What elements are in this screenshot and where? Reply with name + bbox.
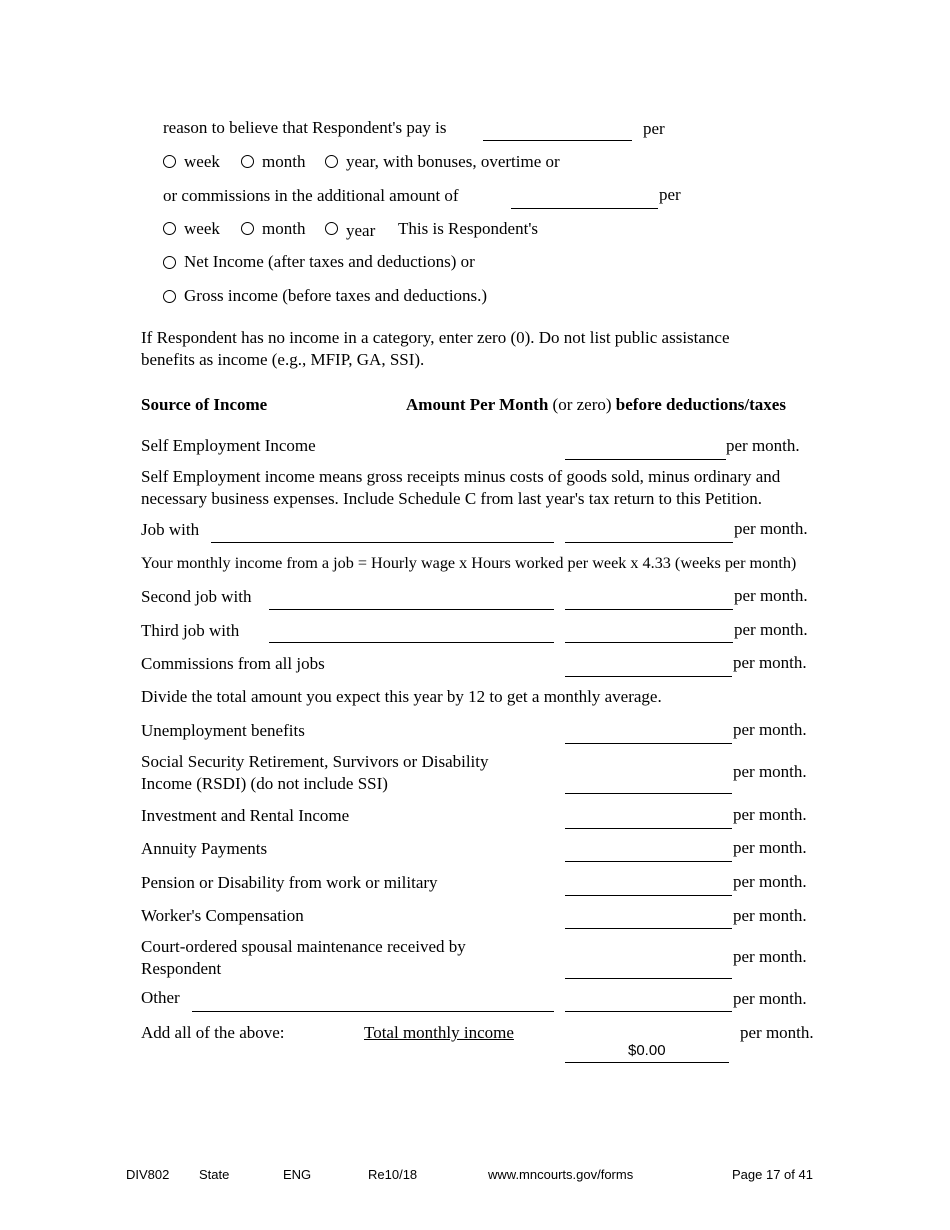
total-amount-value: $0.00 (628, 1042, 666, 1059)
additional-year-label: year (346, 221, 376, 240)
self-employment-amount-field[interactable] (565, 439, 726, 460)
footer-form-id: DIV802 (126, 1167, 170, 1182)
per-month-workers-comp: per month. (733, 906, 807, 925)
gross-income-radio[interactable] (163, 290, 176, 303)
self-employment-note-2: necessary business expenses. Include Schedule C from last year's tax return to this Petition. (141, 489, 763, 508)
commissions-line-text: or commissions in the additional amount of (163, 186, 459, 205)
pension-amount-field[interactable] (565, 875, 732, 896)
per-month-third-job: per month. (734, 620, 808, 639)
additional-month-label: month (262, 219, 306, 238)
spousal-label-2: Respondent (141, 959, 222, 978)
investment-amount-field[interactable] (565, 808, 732, 829)
per-month-spousal: per month. (733, 947, 807, 966)
net-income-radio[interactable] (163, 256, 176, 269)
pay-year-label: year, with bonuses, overtime or (346, 152, 560, 171)
footer-page-number: Page 17 of 41 (732, 1167, 813, 1182)
per-month-unemployment: per month. (733, 720, 807, 739)
spousal-amount-field[interactable] (565, 958, 732, 979)
pay-month-radio[interactable] (241, 155, 254, 168)
commissions-label: Commissions from all jobs (141, 654, 325, 673)
job-amount-field[interactable] (565, 522, 733, 543)
footer-revision: Re10/18 (368, 1167, 418, 1182)
net-income-label: Net Income (after taxes and deductions) or (184, 252, 475, 271)
instruction-line-1: If Respondent has no income in a category, enter zero (0). Do not list public assistance (141, 328, 730, 347)
annuity-amount-field[interactable] (565, 841, 732, 862)
second-job-label: Second job with (141, 587, 252, 606)
amount-header (406, 395, 786, 415)
additional-week-label: week (184, 219, 220, 238)
amount-per-month-bold: Amount Per Month (406, 395, 549, 414)
footer-state: State (199, 1167, 230, 1182)
pay-week-label: week (184, 152, 220, 171)
job-with-label: Job with (141, 520, 200, 539)
before-deductions-bold: before deductions/taxes (615, 395, 786, 414)
self-employment-note-1: Self Employment income means gross receipts minus costs of goods sold, minus ordinary and (141, 467, 781, 486)
instruction-line-2: benefits as income (e.g., MFIP, GA, SSI). (141, 350, 425, 369)
commissions-note: Divide the total amount you expect this year by 12 to get a monthly average. (141, 687, 662, 706)
footer-url[interactable]: www.mncourts.gov/forms (488, 1167, 634, 1182)
unemployment-label: Unemployment benefits (141, 721, 305, 740)
add-all-label: Add all of the above: (141, 1023, 285, 1042)
per-month-self-employment: per month. (726, 436, 800, 455)
rsdi-amount-field[interactable] (565, 773, 732, 794)
third-job-label: Third job with (141, 621, 240, 640)
rsdi-label-1: Social Security Retirement, Survivors or Disability (141, 752, 489, 771)
gross-income-label: Gross income (before taxes and deductions.) (184, 286, 488, 305)
this-is-respondents-text: This is Respondent's (398, 219, 539, 238)
spousal-label-1: Court-ordered spousal maintenance received by (141, 937, 466, 956)
additional-amount-field[interactable] (511, 188, 658, 209)
third-job-employer-field[interactable] (269, 622, 554, 643)
additional-week-radio[interactable] (163, 222, 176, 235)
per-month-commissions: per month. (733, 653, 807, 672)
unemployment-amount-field[interactable] (565, 723, 732, 744)
job-employer-field[interactable] (211, 522, 554, 543)
other-label: Other (141, 988, 180, 1007)
total-monthly-income-label: Total monthly income (364, 1023, 514, 1042)
second-job-employer-field[interactable] (269, 589, 554, 610)
pay-line-1-text: reason to believe that Respondent's pay is (163, 118, 447, 137)
workers-comp-amount-field[interactable] (565, 908, 732, 929)
per-month-pension: per month. (733, 872, 807, 891)
per-month-other: per month. (733, 989, 807, 1008)
job-income-note: Your monthly income from a job = Hourly wage x Hours worked per week x 4.33 (weeks per month) (141, 554, 797, 572)
respondent-pay-amount-field[interactable] (483, 120, 632, 141)
per-label: per (643, 119, 665, 138)
footer-language: ENG (283, 1167, 312, 1182)
self-employment-label: Self Employment Income (141, 436, 316, 455)
per-month-job: per month. (734, 519, 808, 538)
other-source-field[interactable] (192, 991, 554, 1012)
per-month-second-job: per month. (734, 586, 808, 605)
pay-week-radio[interactable] (163, 155, 176, 168)
per-month-total: per month. (740, 1023, 814, 1042)
per-month-annuity: per month. (733, 838, 807, 857)
second-job-amount-field[interactable] (565, 589, 733, 610)
other-amount-field[interactable] (565, 991, 732, 1012)
investment-label: Investment and Rental Income (141, 806, 350, 825)
rsdi-label-2: Income (RSDI) (do not include SSI) (141, 774, 388, 793)
additional-month-radio[interactable] (241, 222, 254, 235)
per-month-rsdi: per month. (733, 762, 807, 781)
annuity-label: Annuity Payments (141, 839, 268, 858)
source-of-income-header: Source of Income (141, 395, 268, 414)
pension-label: Pension or Disability from work or military (141, 873, 438, 892)
workers-comp-label: Worker's Compensation (141, 906, 304, 925)
commissions-amount-field[interactable] (565, 656, 732, 677)
or-zero-text: (or zero) (552, 395, 612, 414)
per-month-investment: per month. (733, 805, 807, 824)
additional-year-radio[interactable] (325, 222, 338, 235)
per-label-2: per (659, 185, 681, 204)
pay-month-label: month (262, 152, 306, 171)
third-job-amount-field[interactable] (565, 622, 733, 643)
pay-year-radio[interactable] (325, 155, 338, 168)
